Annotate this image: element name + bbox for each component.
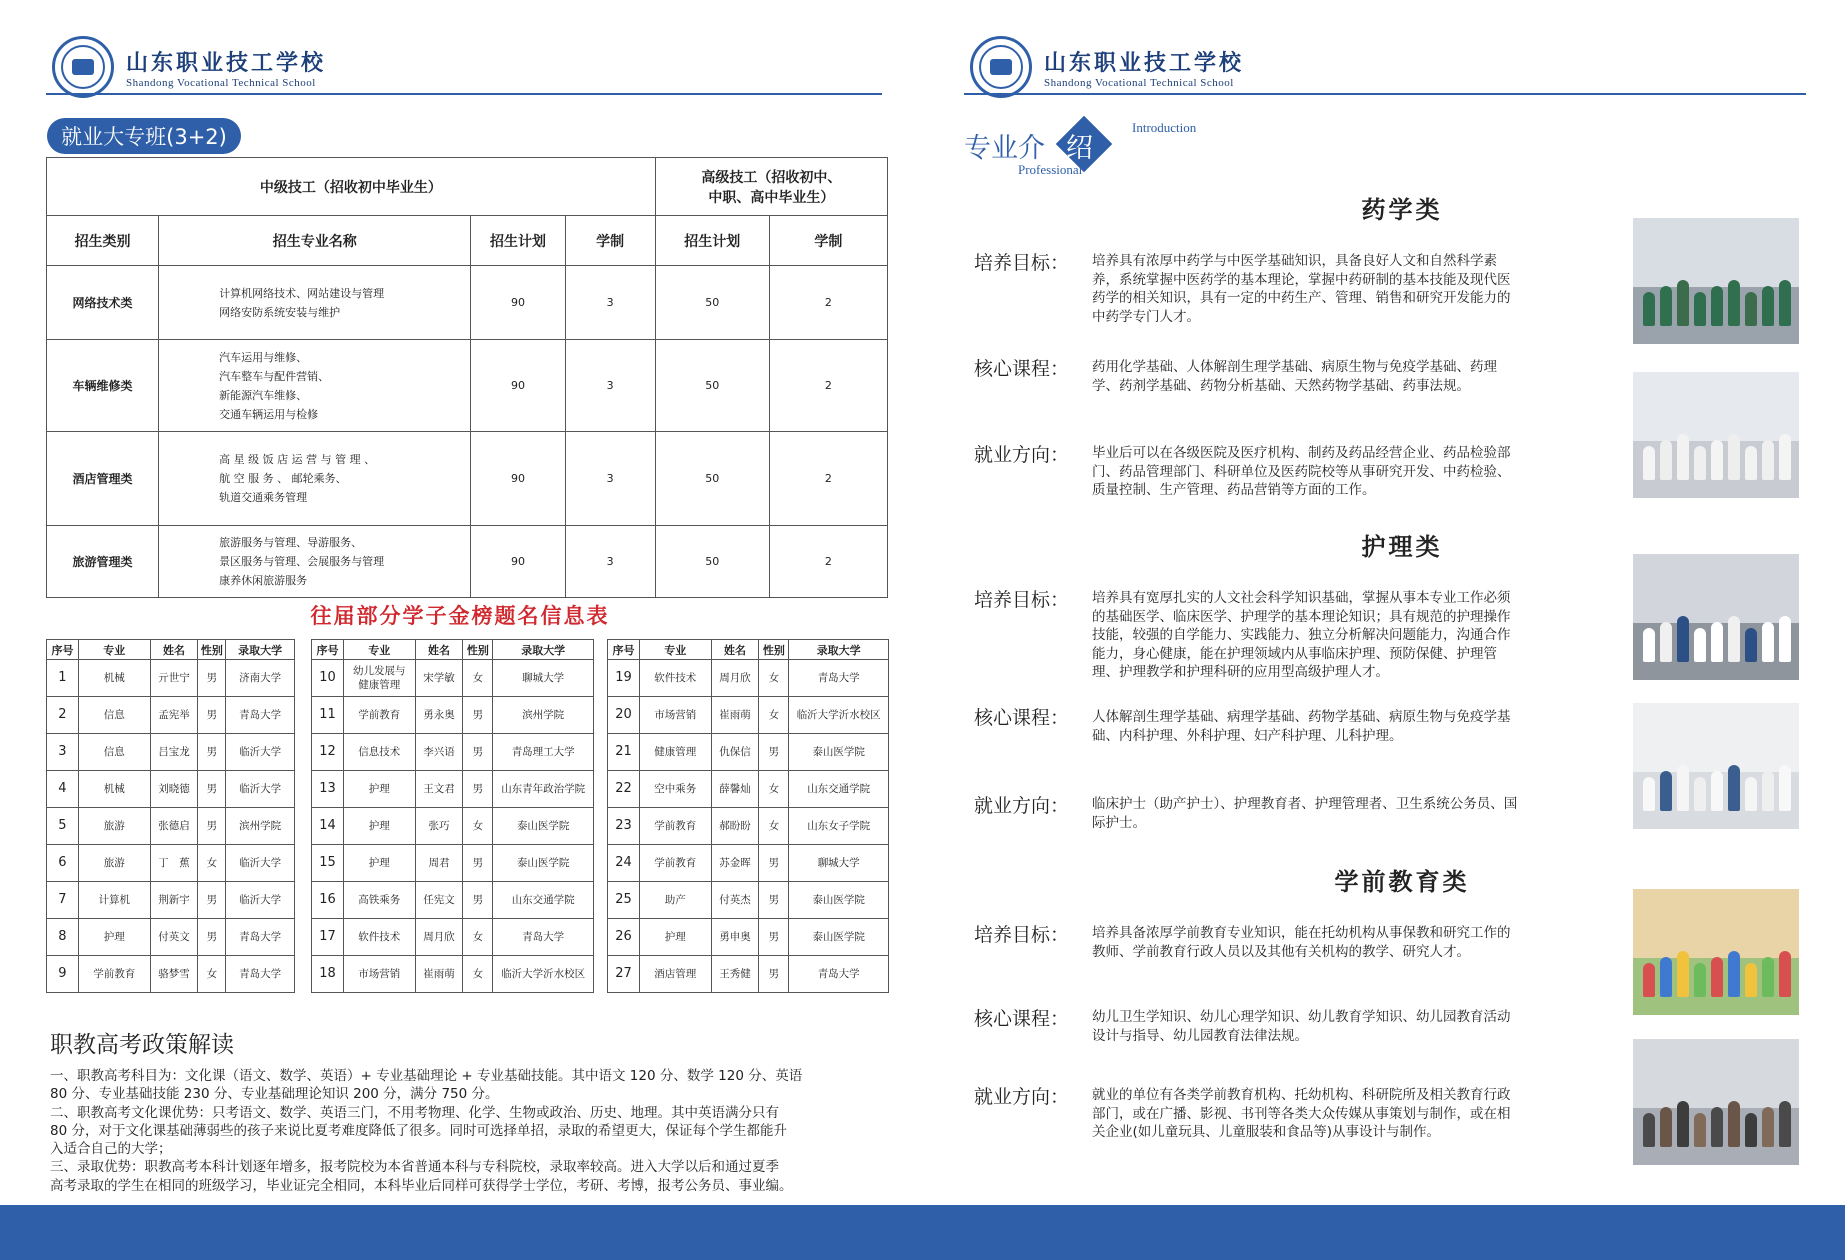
honor-cell: 信息 xyxy=(78,734,150,771)
major-name: 汽车整车与配件营销、 xyxy=(219,369,330,383)
honor-cell: 女 xyxy=(463,919,493,956)
honor-cell: 2 xyxy=(47,697,79,734)
honor-col-header: 专业 xyxy=(78,640,150,660)
honor-cell: 16 xyxy=(312,882,344,919)
major-plan-high: 50 xyxy=(655,526,769,598)
honor-cell: 24 xyxy=(608,845,640,882)
honor-cell: 护理 xyxy=(639,919,711,956)
honor-cell: 勇申奥 xyxy=(711,919,759,956)
major-row xyxy=(47,266,888,340)
honor-cell: 李兴语 xyxy=(415,734,463,771)
major-table-header-row xyxy=(47,216,888,266)
major-plan-mid: 90 xyxy=(471,340,565,432)
right-header xyxy=(970,38,1244,96)
honor-row xyxy=(312,919,594,956)
header-divider xyxy=(46,93,882,95)
honor-cell: 男 xyxy=(198,882,226,919)
honor-cell: 空中乘务 xyxy=(639,771,711,808)
section-title: 学前教育类 xyxy=(1334,868,1470,896)
nursing-lab-photo-icon xyxy=(1633,554,1799,680)
major-category: 旅游管理类 xyxy=(47,526,159,598)
honor-row xyxy=(608,771,889,808)
honor-cell: 青岛大学 xyxy=(226,919,295,956)
section-career-label: 就业方向： xyxy=(974,444,1070,466)
honor-cell: 山东交通学院 xyxy=(789,771,889,808)
major-name: 高 星 级 饭 店 运 营 与 管 理 、 xyxy=(219,453,376,466)
section-goal-text: 培养具有宽厚扎实的人文社会科学知识基础，掌握从事本专业工作必须的基础医学、临床医学、护理学的基本理论知识；具有规范的护理操作技能，较强的自学能力、实践能力、独立分析解决问题能力，沟通合作能力，身心健康，能在护理领域内从事临床护理、预防保健、护理管理、护理教学和护理科研的应用型高级护理人才。 xyxy=(1092,590,1511,680)
honor-cell: 软件技术 xyxy=(639,660,711,697)
honor-cell: 27 xyxy=(608,956,640,993)
honor-table xyxy=(46,639,295,993)
honor-row xyxy=(312,845,594,882)
honor-cell: 7 xyxy=(47,882,79,919)
major-years-mid: 3 xyxy=(565,266,655,340)
section-goal-text: 培养具有浓厚中药学与中医学基础知识，具备良好人文和自然科学素养，系统掌握中医药学的基本理论，掌握中药研制的基本技能及现代医药学的相关知识，具有一定的中药生产、管理、销售和研究开发能力的中药学专门人才。 xyxy=(1092,253,1511,325)
section-course-label: 核心课程： xyxy=(974,358,1070,380)
honor-cell: 12 xyxy=(312,734,344,771)
section-course-label: 核心课程： xyxy=(974,707,1070,729)
group-high-header: 高级技工（招收初中、 中职、高中毕业生） xyxy=(655,158,887,216)
honor-cell: 男 xyxy=(463,734,493,771)
preschool-class-photo-icon xyxy=(1633,1039,1799,1165)
honor-col-header: 序号 xyxy=(47,640,79,660)
honor-cell: 6 xyxy=(47,845,79,882)
honor-cell: 助产 xyxy=(639,882,711,919)
honor-cell: 护理 xyxy=(343,845,415,882)
honor-row xyxy=(608,919,889,956)
honor-col-header: 专业 xyxy=(343,640,415,660)
honor-col-header: 序号 xyxy=(608,640,640,660)
school-name-en: Shandong Vocational Technical School xyxy=(1044,76,1234,89)
honor-cell: 吕宝龙 xyxy=(150,734,198,771)
major-name: 汽车运用与维修、 xyxy=(219,350,308,364)
honor-cell: 男 xyxy=(759,882,789,919)
honor-cell: 男 xyxy=(759,956,789,993)
honor-cell: 荆新宇 xyxy=(150,882,198,919)
policy-line: 80 分、专业基础技能 230 分、专业基础理论知识 200 分，满分 750 分。 xyxy=(50,1086,499,1103)
intro-title-last-char: 绍 xyxy=(1066,133,1093,164)
honor-cell: 男 xyxy=(463,845,493,882)
section-career-text: 临床护士（助产护士）、护理教育者、护理管理者、卫生系统公务员、国际护士。 xyxy=(1092,796,1518,831)
section-goal-label: 培养目标： xyxy=(974,252,1070,274)
honor-cell: 15 xyxy=(312,845,344,882)
major-row xyxy=(47,432,888,526)
honor-cell: 刘晓德 xyxy=(150,771,198,808)
honor-cell: 旅游 xyxy=(78,808,150,845)
major-years-mid: 3 xyxy=(565,340,655,432)
pharmacy-class-photo-icon xyxy=(1633,372,1799,498)
honor-cell: 21 xyxy=(608,734,640,771)
major-plan-high: 50 xyxy=(655,340,769,432)
policy-line: 三、录取优势：职教高考本科计划逐年增多，报考院校为本省普通本科与专科院校，录取率较高。进入大学以后和通过夏季 xyxy=(50,1159,779,1176)
honor-cell: 旅游 xyxy=(78,845,150,882)
honor-cell: 付英杰 xyxy=(711,882,759,919)
policy-line: 一、职教高考科目为：文化课（语文、数学、英语）+ 专业基础理论 + 专业基础技能。其中语文 120 分、数学 120 分、英语 xyxy=(50,1068,803,1084)
honor-cell: 信息技术 xyxy=(343,734,415,771)
honor-cell: 聊城大学 xyxy=(493,660,594,697)
honor-title: 往届部分学子金榜题名信息表 xyxy=(310,604,610,628)
honor-cell: 护理 xyxy=(343,808,415,845)
honor-cell: 骆梦雪 xyxy=(150,956,198,993)
honor-row xyxy=(312,882,594,919)
honor-row xyxy=(47,660,295,697)
ward-practice-photo-icon xyxy=(1633,703,1799,829)
right-page xyxy=(922,0,1844,1260)
honor-cell: 孟宪举 xyxy=(150,697,198,734)
honor-cell: 17 xyxy=(312,919,344,956)
honor-cell: 机械 xyxy=(78,771,150,808)
group-mid-header: 中级技工（招收初中毕业生） xyxy=(47,158,656,216)
honor-cell: 男 xyxy=(198,808,226,845)
major-plan-mid: 90 xyxy=(471,526,565,598)
major-names xyxy=(159,266,471,340)
honor-cell: 女 xyxy=(759,771,789,808)
honor-cell: 男 xyxy=(759,845,789,882)
major-plan-mid: 90 xyxy=(471,266,565,340)
honor-cell: 女 xyxy=(463,660,493,697)
honor-cell: 8 xyxy=(47,919,79,956)
honor-cell: 滨州学院 xyxy=(226,808,295,845)
honor-cell: 滨州学院 xyxy=(493,697,594,734)
honor-cell: 学前教育 xyxy=(639,845,711,882)
honor-cell: 女 xyxy=(463,808,493,845)
major-col-header: 招生专业名称 xyxy=(159,216,471,266)
honor-cell: 幼儿发展与 健康管理 xyxy=(343,660,415,697)
honor-cell: 18 xyxy=(312,956,344,993)
major-table xyxy=(46,157,888,598)
honor-cell: 青岛大学 xyxy=(493,919,594,956)
honor-cell: 11 xyxy=(312,697,344,734)
section-course-label: 核心课程： xyxy=(974,1008,1070,1030)
section-course-text: 药用化学基础、人体解剖生理学基础、病原生物与免疫学基础、药理学、药剂学基础、药物分析基础、天然药物学基础、药事法规。 xyxy=(1092,359,1497,394)
honor-cell: 学前教育 xyxy=(639,808,711,845)
section-course-text: 人体解剖生理学基础、病理学基础、药物学基础、病原生物与免疫学基础、内科护理、外科护理、妇产科护理、儿科护理。 xyxy=(1092,709,1511,744)
honor-cell: 男 xyxy=(463,882,493,919)
major-years-high: 2 xyxy=(769,340,887,432)
policy-title: 职教高考政策解读 xyxy=(50,1032,234,1058)
honor-cell: 酒店管理 xyxy=(639,956,711,993)
major-col-header: 学制 xyxy=(565,216,655,266)
honor-row xyxy=(608,808,889,845)
honor-cell: 女 xyxy=(759,697,789,734)
honor-cell: 青岛理工大学 xyxy=(493,734,594,771)
honor-row xyxy=(608,882,889,919)
honor-cell: 临沂大学沂水校区 xyxy=(789,697,889,734)
honor-cell: 王文君 xyxy=(415,771,463,808)
honor-row xyxy=(312,660,594,697)
honor-cell: 女 xyxy=(198,845,226,882)
intro-title-en: Introduction xyxy=(1132,120,1197,135)
major-row xyxy=(47,340,888,432)
honor-row xyxy=(312,808,594,845)
honor-cell: 男 xyxy=(759,734,789,771)
honor-cell: 男 xyxy=(198,660,226,697)
honor-row xyxy=(608,845,889,882)
honor-cell: 男 xyxy=(463,697,493,734)
honor-cell: 周君 xyxy=(415,845,463,882)
honor-col-header: 专业 xyxy=(639,640,711,660)
major-name: 网络安防系统安装与维护 xyxy=(219,305,341,319)
honor-cell: 山东青年政治学院 xyxy=(493,771,594,808)
major-name: 康养休闲旅游服务 xyxy=(219,574,308,587)
honor-col-header: 性别 xyxy=(463,640,493,660)
section-career-text: 就业的单位有各类学前教育机构、托幼机构、科研院所及相关教育行政部门，或在广播、影视、书刊等各类大众传媒从事策划与制作，或在相关企业(如儿童玩具、儿童服装和食品等)从事设计与制作。 xyxy=(1092,1087,1511,1140)
honor-cell: 临沂大学 xyxy=(226,882,295,919)
honor-header-row xyxy=(608,640,889,660)
section-career-label: 就业方向： xyxy=(974,795,1070,817)
honor-cell: 周月欣 xyxy=(415,919,463,956)
policy-line: 二、职教高考文化课优势：只考语文、数学、英语三门，不用考物理、化学、生物或政治、历史、地理。其中英语满分只有 xyxy=(50,1104,779,1121)
major-category: 车辆维修类 xyxy=(47,340,159,432)
honor-cell: 亓世宁 xyxy=(150,660,198,697)
major-name: 旅游服务与管理、导游服务、 xyxy=(219,536,363,549)
honor-row xyxy=(47,882,295,919)
honor-cell: 14 xyxy=(312,808,344,845)
honor-cell: 女 xyxy=(198,956,226,993)
honor-cell: 苏金晖 xyxy=(711,845,759,882)
major-years-mid: 3 xyxy=(565,526,655,598)
honor-cell: 机械 xyxy=(78,660,150,697)
honor-cell: 5 xyxy=(47,808,79,845)
honor-cell: 计算机 xyxy=(78,882,150,919)
policy-body xyxy=(50,1067,900,1195)
honor-row xyxy=(312,734,594,771)
class-type-pill: 就业大专班(3+2) xyxy=(47,118,241,154)
honor-row xyxy=(608,956,889,993)
honor-cell: 张德启 xyxy=(150,808,198,845)
honor-cell: 女 xyxy=(463,956,493,993)
honor-cell: 山东女子学院 xyxy=(789,808,889,845)
major-col-header: 招生类别 xyxy=(47,216,159,266)
honor-table xyxy=(311,639,594,993)
honor-cell: 济南大学 xyxy=(226,660,295,697)
policy-line: 高考录取的学生在相同的班级学习，毕业证完全相同，本科毕业后同样可获得学士学位，考研、考博，报考公务员、事业编。 xyxy=(50,1177,793,1194)
major-names xyxy=(159,340,471,432)
honor-cell: 3 xyxy=(47,734,79,771)
honor-cell: 护理 xyxy=(78,919,150,956)
honor-cell: 崔雨萌 xyxy=(415,956,463,993)
major-col-header: 招生计划 xyxy=(655,216,769,266)
honor-cell: 丁 蕉 xyxy=(150,845,198,882)
major-name: 交通车辆运用与检修 xyxy=(219,407,319,421)
section-career-text: 毕业后可以在各级医院及医疗机构、制药及药品经营企业、药品检验部门、药品管理部门、科研单位及医药院校等从事研究开发、中药检验、质量控制、生产管理、药品营销等方面的工作。 xyxy=(1092,445,1511,498)
honor-cell: 男 xyxy=(198,697,226,734)
section-goal-text: 培养具备浓厚学前教育专业知识，能在托幼机构从事保教和研究工作的教师、学前教育行政人员以及其他有关机构的教学、研究人才。 xyxy=(1092,925,1511,960)
honor-col-header: 录取大学 xyxy=(493,640,594,660)
honor-cell: 男 xyxy=(759,919,789,956)
honor-row xyxy=(47,734,295,771)
major-name: 计算机网络技术、网站建设与管理 xyxy=(219,286,385,300)
honor-cell: 聊城大学 xyxy=(789,845,889,882)
honor-cell: 男 xyxy=(198,734,226,771)
honor-cell: 23 xyxy=(608,808,640,845)
honor-col-header: 性别 xyxy=(759,640,789,660)
honor-header-row xyxy=(312,640,594,660)
major-name: 航 空 服 务 、 邮轮乘务、 xyxy=(219,472,347,485)
honor-cell: 宋学敏 xyxy=(415,660,463,697)
major-names xyxy=(159,526,471,598)
honor-cell: 健康管理 xyxy=(639,734,711,771)
honor-cell: 男 xyxy=(463,771,493,808)
honor-cell: 泰山医学院 xyxy=(493,808,594,845)
honor-cell: 薛馨灿 xyxy=(711,771,759,808)
honor-cell: 高铁乘务 xyxy=(343,882,415,919)
intro-subtitle-en: Professional xyxy=(1018,162,1083,177)
left-page xyxy=(0,0,922,1260)
honor-cell: 临沂大学 xyxy=(226,845,295,882)
section-goal-label: 培养目标： xyxy=(974,924,1070,946)
policy-line: 入适合自己的大学； xyxy=(50,1141,172,1158)
honor-row xyxy=(47,771,295,808)
honor-cell: 周月欣 xyxy=(711,660,759,697)
honor-row xyxy=(608,660,889,697)
major-category: 酒店管理类 xyxy=(47,432,159,526)
honor-col-header: 姓名 xyxy=(150,640,198,660)
honor-row xyxy=(47,919,295,956)
honor-row xyxy=(47,956,295,993)
honor-cell: 护理 xyxy=(343,771,415,808)
school-name-en: Shandong Vocational Technical School xyxy=(126,76,316,89)
honor-row xyxy=(47,697,295,734)
honor-cell: 勇永奥 xyxy=(415,697,463,734)
honor-cell: 男 xyxy=(198,919,226,956)
school-name-cn: 山东职业技工学校 xyxy=(1044,49,1245,76)
major-col-header: 招生计划 xyxy=(471,216,565,266)
honor-cell: 10 xyxy=(312,660,344,697)
major-col-header: 学制 xyxy=(769,216,887,266)
honor-cell: 男 xyxy=(198,771,226,808)
school-name-cn: 山东职业技工学校 xyxy=(126,49,327,76)
honor-cell: 仇保信 xyxy=(711,734,759,771)
honor-cell: 王秀健 xyxy=(711,956,759,993)
major-name: 轨道交通乘务管理 xyxy=(219,491,308,504)
section-course-text: 幼儿卫生学知识、幼儿心理学知识、幼儿教育学知识、幼儿园教育活动设计与指导、幼儿园教育法律法规。 xyxy=(1092,1009,1511,1044)
honor-cell: 青岛大学 xyxy=(226,956,295,993)
major-years-mid: 3 xyxy=(565,432,655,526)
honor-cell: 学前教育 xyxy=(78,956,150,993)
honor-cell: 市场营销 xyxy=(639,697,711,734)
intro-heading xyxy=(964,116,1224,182)
honor-col-header: 姓名 xyxy=(711,640,759,660)
honor-cell: 19 xyxy=(608,660,640,697)
school-logo-icon xyxy=(970,36,1032,98)
honor-cell: 女 xyxy=(759,808,789,845)
left-header xyxy=(52,38,326,96)
honor-cell: 信息 xyxy=(78,697,150,734)
honor-row xyxy=(312,956,594,993)
honor-cell: 张巧 xyxy=(415,808,463,845)
section-goal-label: 培养目标： xyxy=(974,589,1070,611)
intro-title-cn: 专业介 xyxy=(964,133,1045,164)
honor-cell: 临沂大学沂水校区 xyxy=(493,956,594,993)
honor-cell: 泰山医学院 xyxy=(789,882,889,919)
major-plan-high: 50 xyxy=(655,432,769,526)
honor-cell: 26 xyxy=(608,919,640,956)
lab-photo-icon xyxy=(1633,218,1799,344)
honor-cell: 任宪文 xyxy=(415,882,463,919)
honor-col-header: 姓名 xyxy=(415,640,463,660)
section-title: 药学类 xyxy=(1361,196,1443,224)
major-row xyxy=(47,526,888,598)
honor-cell: 4 xyxy=(47,771,79,808)
honor-cell: 临沂大学 xyxy=(226,734,295,771)
honor-cell: 临沂大学 xyxy=(226,771,295,808)
honor-row xyxy=(47,845,295,882)
section-title: 护理类 xyxy=(1361,533,1443,561)
major-years-high: 2 xyxy=(769,266,887,340)
honor-row xyxy=(47,808,295,845)
policy-line: 80 分，对于文化课基础薄弱些的孩子来说比夏考难度降低了很多。同时可选择单招，录取的希望更大，保证每个学生都能升 xyxy=(50,1122,787,1139)
header-divider xyxy=(964,93,1806,95)
school-logo-icon xyxy=(52,36,114,98)
honor-col-header: 录取大学 xyxy=(226,640,295,660)
honor-cell: 25 xyxy=(608,882,640,919)
honor-row xyxy=(312,697,594,734)
honor-header-row xyxy=(47,640,295,660)
honor-col-header: 性别 xyxy=(198,640,226,660)
honor-cell: 青岛大学 xyxy=(789,956,889,993)
major-years-high: 2 xyxy=(769,432,887,526)
honor-cell: 22 xyxy=(608,771,640,808)
honor-cell: 青岛大学 xyxy=(789,660,889,697)
major-name: 新能源汽车维修、 xyxy=(219,388,308,402)
honor-cell: 泰山医学院 xyxy=(789,734,889,771)
major-category: 网络技术类 xyxy=(47,266,159,340)
honor-cell: 山东交通学院 xyxy=(493,882,594,919)
honor-row xyxy=(608,697,889,734)
honor-row xyxy=(312,771,594,808)
honor-table xyxy=(607,639,889,993)
honor-cell: 1 xyxy=(47,660,79,697)
honor-cell: 泰山医学院 xyxy=(789,919,889,956)
honor-cell: 女 xyxy=(759,660,789,697)
honor-col-header: 录取大学 xyxy=(789,640,889,660)
honor-cell: 市场营销 xyxy=(343,956,415,993)
honor-cell: 郝盼盼 xyxy=(711,808,759,845)
honor-col-header: 序号 xyxy=(312,640,344,660)
honor-cell: 软件技术 xyxy=(343,919,415,956)
major-plan-mid: 90 xyxy=(471,432,565,526)
honor-cell: 13 xyxy=(312,771,344,808)
honor-cell: 付英文 xyxy=(150,919,198,956)
honor-cell: 20 xyxy=(608,697,640,734)
major-years-high: 2 xyxy=(769,526,887,598)
section-career-label: 就业方向： xyxy=(974,1086,1070,1108)
honor-cell: 学前教育 xyxy=(343,697,415,734)
honor-cell: 泰山医学院 xyxy=(493,845,594,882)
honor-cell: 崔雨萌 xyxy=(711,697,759,734)
kindergarten-photo-icon xyxy=(1633,889,1799,1015)
honor-cell: 9 xyxy=(47,956,79,993)
major-plan-high: 50 xyxy=(655,266,769,340)
major-names xyxy=(159,432,471,526)
honor-cell: 青岛大学 xyxy=(226,697,295,734)
honor-row xyxy=(608,734,889,771)
major-name: 景区服务与管理、会展服务与管理 xyxy=(219,555,385,568)
bottom-band xyxy=(0,1205,1845,1260)
